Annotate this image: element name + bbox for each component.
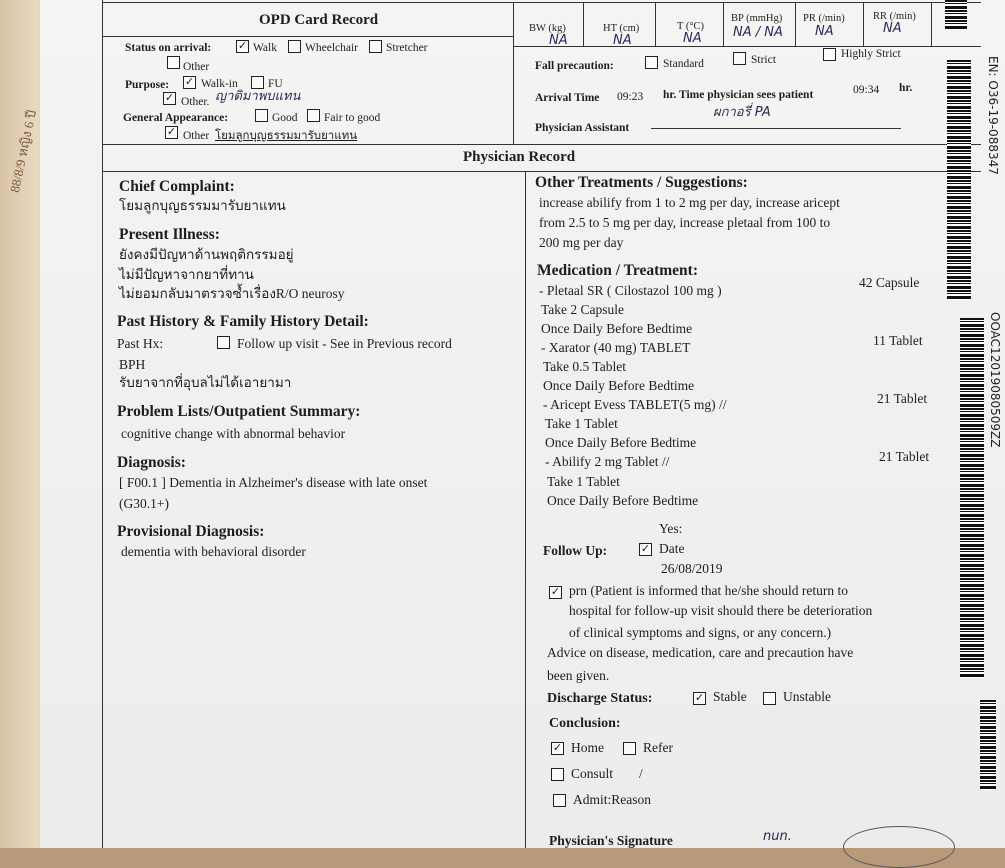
bw-value: NA [549, 33, 568, 48]
med-name: - Pletaal SR ( Cilostazol 100 mg ) [539, 283, 722, 298]
other-treatments-line: 200 mg per day [539, 235, 624, 250]
walk-option: Walk [253, 42, 277, 54]
home-option: Home [571, 740, 604, 755]
signature-stamp [843, 826, 955, 868]
med-qty: 11 Tablet [873, 333, 923, 348]
med-qty: 21 Tablet [879, 449, 930, 464]
refer-option: Refer [643, 740, 673, 755]
med-dose: Take 2 Capsule [541, 302, 625, 317]
prn-line: hospital for follow-up visit should there be deterioration [569, 603, 873, 618]
other-treatments-title: Other Treatments / Suggestions: [535, 174, 748, 191]
assistant-label: Physician Assistant [535, 122, 630, 134]
status-other-checkbox[interactable] [167, 56, 180, 69]
consult-checkbox[interactable] [551, 768, 564, 781]
walkin-checkbox[interactable]: ✓ [184, 75, 195, 88]
temp-value: NA [683, 31, 702, 46]
rr-label: RR (/min) [873, 11, 916, 22]
other-treatments-line: from 2.5 to 5 mg per day, increase pletaal from 100 to [539, 215, 831, 230]
med-when: Once Daily Before Bedtime [545, 435, 697, 450]
ht-value: NA [613, 33, 632, 48]
conclusion-title: Conclusion: [549, 716, 621, 731]
med-name: - Abilify 2 mg Tablet // [545, 454, 670, 469]
signature: nun. [763, 829, 792, 844]
followup-date-checkbox[interactable]: ✓ [640, 542, 651, 555]
fall-strict-option: Strict [751, 54, 776, 66]
wheelchair-checkbox[interactable] [288, 40, 301, 53]
seen-time: 09:34 [853, 84, 880, 96]
provisional-diagnosis-title: Provisional Diagnosis: [117, 523, 265, 540]
arrival-label: Arrival Time [535, 92, 600, 104]
purpose-other-value: ญาติมาพบแทน [215, 89, 301, 104]
barcode-top [945, 0, 967, 30]
med-when: Once Daily Before Bedtime [541, 321, 693, 336]
followup-yes: Yes: [659, 521, 683, 536]
section-title: Physician Record [463, 149, 576, 165]
appearance-other-checkbox[interactable]: ✓ [166, 125, 177, 138]
past-history-title: Past History & Family History Detail: [117, 313, 369, 330]
fall-strict-checkbox[interactable] [733, 52, 746, 65]
diagnosis-line: [ F00.1 ] Dementia in Alzheimer's disease with late onset [119, 475, 428, 490]
med-qty: 42 Capsule [859, 275, 920, 290]
barcode-code [960, 318, 984, 678]
provisional-diagnosis: dementia with behavioral disorder [121, 544, 306, 559]
med-qty: 21 Tablet [877, 391, 928, 406]
consult-option: Consult [571, 766, 614, 781]
pr-label: PR (/min) [803, 13, 845, 24]
good-checkbox[interactable] [255, 109, 268, 122]
advice-line: been given. [547, 668, 610, 683]
diagnosis-title: Diagnosis: [117, 454, 186, 471]
prn-checkbox[interactable]: ✓ [550, 585, 561, 598]
discharge-label: Discharge Status: [547, 691, 653, 706]
unstable-option: Unstable [783, 689, 831, 704]
fair-option: Fair to good [324, 112, 381, 124]
consult-slash: / [639, 766, 643, 781]
arrival-mid: hr. Time physician sees patient [663, 89, 814, 101]
diagnosis-line: (G30.1+) [119, 496, 169, 511]
med-when: Once Daily Before Bedtime [543, 378, 695, 393]
bw-label: BW (kg) [529, 23, 566, 34]
med-name: - Aricept Evess TABLET(5 mg) // [543, 397, 727, 412]
signature-label: Physician's Signature [549, 833, 673, 848]
barcode-en [947, 60, 971, 300]
followup-previous-label: Follow up visit - See in Previous record [237, 336, 452, 351]
fair-checkbox[interactable] [307, 109, 320, 122]
unstable-checkbox[interactable] [763, 692, 776, 705]
appearance-label: General Appearance: [123, 112, 229, 124]
refer-checkbox[interactable] [623, 742, 636, 755]
med-dose: Take 1 Tablet [545, 416, 618, 431]
fu-option: FU [268, 78, 283, 90]
arrival-end: hr. [899, 82, 913, 94]
prn-line: prn (Patient is informed that he/she should return to [569, 583, 848, 598]
present-illness-line: ไม่มีปัญหาจากยาที่ทาน [119, 267, 254, 282]
rr-value: NA [883, 21, 902, 36]
stretcher-checkbox[interactable] [369, 40, 382, 53]
good-option: Good [272, 112, 298, 124]
admit-checkbox[interactable] [553, 794, 566, 807]
purpose-label: Purpose: [125, 79, 170, 91]
followup-label: Follow Up: [543, 543, 608, 558]
problem-list: cognitive change with abnormal behavior [121, 426, 346, 441]
present-illness-line: ไม่ยอมกลับมาตรวจซ้ำเรื่องR/O neurosy [119, 286, 345, 301]
fall-label: Fall precaution: [535, 60, 614, 72]
home-checkbox[interactable]: ✓ [552, 741, 563, 754]
edge-stamp: 88/8/9 หญิง 6 ปี [6, 108, 40, 194]
present-illness-line: ยังคงมีปัญหาด้านพฤติกรรมอยู่ [119, 247, 294, 262]
med-when: Once Daily Before Bedtime [547, 493, 699, 508]
med-name: - Xarator (40 mg) TABLET [541, 340, 691, 355]
chief-complaint-title: Chief Complaint: [119, 178, 235, 195]
opd-card-paper [40, 0, 1005, 848]
opd-card [102, 0, 981, 848]
med-dose: Take 1 Tablet [547, 474, 620, 489]
other-treatments-line: increase abilify from 1 to 2 mg per day, increase aricept [539, 195, 840, 210]
en-number: EN: O36-19-088347 [986, 56, 1000, 175]
followup-previous-checkbox[interactable] [217, 336, 230, 349]
past-line: BPH [119, 357, 146, 372]
assistant-value: ผกาอรี่ PA [713, 105, 771, 120]
followup-date: 26/08/2019 [661, 561, 723, 576]
medication-title: Medication / Treatment: [537, 262, 698, 279]
purpose-other-checkbox[interactable]: ✓ [164, 91, 175, 104]
stretcher-option: Stretcher [386, 42, 428, 54]
present-illness-title: Present Illness: [119, 226, 220, 243]
ht-label: HT (cm) [603, 23, 640, 34]
wheelchair-option: Wheelchair [305, 42, 358, 54]
temp-label: T (°C) [677, 21, 705, 32]
walk-checkbox[interactable]: ✓ [237, 39, 248, 52]
stable-option: Stable [713, 689, 747, 704]
advice-line: Advice on disease, medication, care and precaution have [547, 645, 854, 660]
pr-value: NA [815, 24, 834, 39]
arrival-time: 09:23 [617, 91, 644, 103]
purpose-other-option: Other. [181, 96, 210, 108]
card-title: OPD Card Record [259, 12, 379, 28]
status-label: Status on arrival: [125, 42, 212, 54]
walkin-option: Walk-in [201, 78, 238, 90]
bp-label: BP (mmHg) [731, 13, 783, 24]
past-hx-label: Past Hx: [117, 336, 164, 351]
problem-list-title: Problem Lists/Outpatient Summary: [117, 403, 361, 420]
status-other-option: Other [183, 61, 210, 73]
fall-highly-strict-checkbox[interactable] [823, 48, 836, 61]
past-line: รับยาจากที่อุบลไม่ได้เอายามา [119, 375, 292, 390]
barcode-bottom [980, 700, 996, 790]
stable-checkbox[interactable]: ✓ [694, 691, 705, 704]
prn-line: of clinical symptoms and signs, or any concern.) [569, 625, 832, 640]
fall-highly-strict-option: Highly Strict [841, 48, 901, 60]
fall-standard-checkbox[interactable] [645, 56, 658, 69]
bp-value: NA / NA [733, 25, 783, 40]
appearance-other-option: Other [183, 130, 210, 142]
appearance-other-value: โยมลูกบุญธรรมมารับยาแทน [215, 130, 358, 142]
side-code: OOAC12019080509ZZ [988, 312, 1002, 448]
admit-option: Admit:Reason [573, 792, 651, 807]
fall-standard-option: Standard [663, 58, 704, 70]
followup-date-label: Date [659, 541, 685, 556]
med-dose: Take 0.5 Tablet [543, 359, 626, 374]
chief-complaint: โยมลูกบุญธรรมมารับยาแทน [119, 198, 286, 213]
